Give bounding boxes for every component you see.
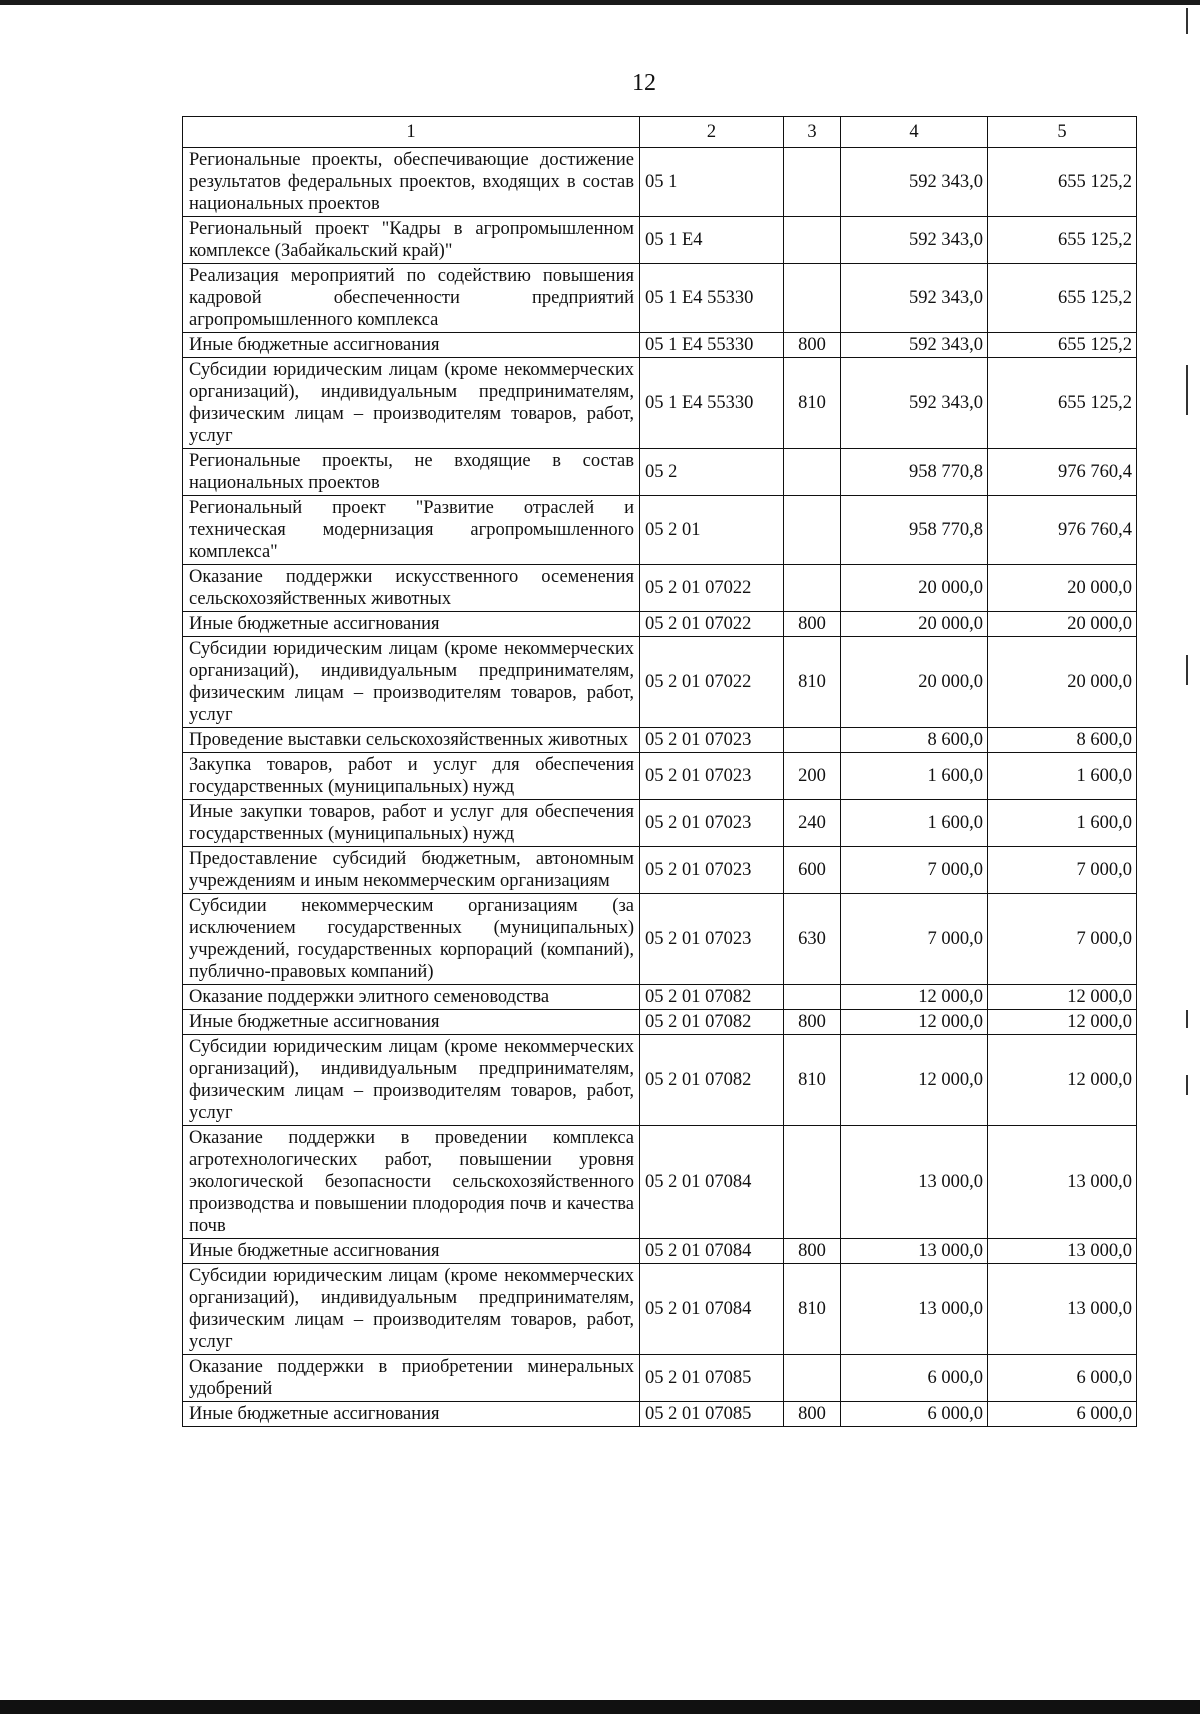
row-name-cell: Оказание поддержки в приобретении минеральных удобрений: [183, 1355, 640, 1402]
row-value-col5-cell: 20 000,0: [988, 637, 1137, 728]
row-value-col4-cell: 592 343,0: [841, 264, 988, 333]
header-col-1: 1: [183, 117, 640, 148]
row-code-cell: 05 2 01 07082: [640, 1035, 784, 1126]
row-code-cell: 05 1 E4 55330: [640, 264, 784, 333]
row-name-cell: Оказание поддержки в проведении комплекса агротехнологических работ, повышении уровня экологической безопасности сельскохозяйственного производства и повышении плодородия почв и качества почв: [183, 1126, 640, 1239]
row-type-cell: [784, 449, 841, 496]
row-name-cell: Иные закупки товаров, работ и услуг для обеспечения государственных (муниципальных) нужд: [183, 800, 640, 847]
row-code-cell: 05 1: [640, 148, 784, 217]
row-value-col5-cell: 12 000,0: [988, 985, 1137, 1010]
row-value-col5-cell: 976 760,4: [988, 496, 1137, 565]
row-value-col4-cell: 8 600,0: [841, 728, 988, 753]
table-row: [183, 496, 1137, 565]
row-name-cell: Субсидии юридическим лицам (кроме некоммерческих организаций), индивидуальным предпринимателям, физическим лицам – производителям товаров, работ, услуг: [183, 1264, 640, 1355]
row-name-cell: Оказание поддержки искусственного осеменения сельскохозяйственных животных: [183, 565, 640, 612]
table-row: [183, 264, 1137, 333]
row-value-col4-cell: 6 000,0: [841, 1402, 988, 1427]
scan-top-edge: [0, 0, 1200, 5]
row-code-cell: 05 2 01 07023: [640, 753, 784, 800]
row-code-cell: 05 2 01 07084: [640, 1264, 784, 1355]
row-type-cell: 810: [784, 637, 841, 728]
row-value-col4-cell: 958 770,8: [841, 496, 988, 565]
table-row: [183, 800, 1137, 847]
row-code-cell: 05 1 E4: [640, 217, 784, 264]
table-row: [183, 894, 1137, 985]
row-type-cell: [784, 985, 841, 1010]
row-value-col5-cell: 20 000,0: [988, 612, 1137, 637]
row-name-cell: Субсидии юридическим лицам (кроме некоммерческих организаций), индивидуальным предпринимателям, физическим лицам – производителям товаров, работ, услуг: [183, 358, 640, 449]
table-row: [183, 1126, 1137, 1239]
table-body: [183, 148, 1137, 1427]
table-row: [183, 565, 1137, 612]
row-value-col4-cell: 1 600,0: [841, 800, 988, 847]
row-name-cell: Иные бюджетные ассигнования: [183, 1239, 640, 1264]
table-row: [183, 985, 1137, 1010]
table-row: [183, 753, 1137, 800]
row-name-cell: Оказание поддержки элитного семеноводства: [183, 985, 640, 1010]
row-code-cell: 05 2 01 07082: [640, 1010, 784, 1035]
row-name-cell: Региональные проекты, обеспечивающие достижение результатов федеральных проектов, входящих в состав национальных проектов: [183, 148, 640, 217]
row-type-cell: [784, 1126, 841, 1239]
row-value-col4-cell: 13 000,0: [841, 1264, 988, 1355]
table-row: [183, 847, 1137, 894]
table-row: [183, 333, 1137, 358]
row-value-col5-cell: 6 000,0: [988, 1402, 1137, 1427]
row-name-cell: Иные бюджетные ассигнования: [183, 612, 640, 637]
row-code-cell: 05 2: [640, 449, 784, 496]
row-value-col5-cell: 7 000,0: [988, 894, 1137, 985]
row-code-cell: 05 1 E4 55330: [640, 358, 784, 449]
row-code-cell: 05 2 01 07085: [640, 1355, 784, 1402]
row-value-col4-cell: 12 000,0: [841, 1010, 988, 1035]
row-value-col5-cell: 655 125,2: [988, 333, 1137, 358]
row-type-cell: 200: [784, 753, 841, 800]
row-code-cell: 05 2 01 07084: [640, 1126, 784, 1239]
row-code-cell: 05 2 01 07023: [640, 728, 784, 753]
table-row: [183, 358, 1137, 449]
table-row: [183, 1402, 1137, 1427]
row-value-col4-cell: 13 000,0: [841, 1239, 988, 1264]
table-row: [183, 1355, 1137, 1402]
row-type-cell: 800: [784, 1239, 841, 1264]
row-name-cell: Предоставление субсидий бюджетным, автономным учреждениям и иным некоммерческим организациям: [183, 847, 640, 894]
row-value-col5-cell: 8 600,0: [988, 728, 1137, 753]
row-value-col5-cell: 976 760,4: [988, 449, 1137, 496]
row-code-cell: 05 2 01 07084: [640, 1239, 784, 1264]
row-type-cell: 810: [784, 1264, 841, 1355]
row-value-col4-cell: 20 000,0: [841, 612, 988, 637]
row-type-cell: [784, 1355, 841, 1402]
table-row: [183, 612, 1137, 637]
row-type-cell: 800: [784, 333, 841, 358]
table-row: [183, 148, 1137, 217]
row-value-col5-cell: 20 000,0: [988, 565, 1137, 612]
row-code-cell: 05 2 01: [640, 496, 784, 565]
row-name-cell: Проведение выставки сельскохозяйственных животных: [183, 728, 640, 753]
row-code-cell: 05 2 01 07082: [640, 985, 784, 1010]
scan-bottom-edge: [0, 1700, 1200, 1714]
row-type-cell: [784, 496, 841, 565]
row-type-cell: [784, 148, 841, 217]
row-value-col5-cell: 655 125,2: [988, 217, 1137, 264]
row-name-cell: Региональный проект "Развитие отраслей и техническая модернизация агропромышленного комплекса": [183, 496, 640, 565]
table-row: [183, 728, 1137, 753]
row-value-col5-cell: 13 000,0: [988, 1126, 1137, 1239]
row-value-col4-cell: 958 770,8: [841, 449, 988, 496]
table-row: [183, 1239, 1137, 1264]
header-col-4: 4: [841, 117, 988, 148]
row-value-col4-cell: 592 343,0: [841, 333, 988, 358]
row-value-col4-cell: 12 000,0: [841, 985, 988, 1010]
row-value-col5-cell: 655 125,2: [988, 264, 1137, 333]
row-value-col5-cell: 12 000,0: [988, 1010, 1137, 1035]
row-value-col5-cell: 13 000,0: [988, 1239, 1137, 1264]
row-value-col5-cell: 655 125,2: [988, 148, 1137, 217]
row-value-col4-cell: 7 000,0: [841, 894, 988, 985]
row-name-cell: Реализация мероприятий по содействию повышения кадровой обеспеченности предприятий агропромышленного комплекса: [183, 264, 640, 333]
row-type-cell: 600: [784, 847, 841, 894]
row-value-col5-cell: 6 000,0: [988, 1355, 1137, 1402]
row-name-cell: Субсидии юридическим лицам (кроме некоммерческих организаций), индивидуальным предпринимателям, физическим лицам – производителям товаров, работ, услуг: [183, 637, 640, 728]
row-name-cell: Иные бюджетные ассигнования: [183, 333, 640, 358]
row-value-col4-cell: 12 000,0: [841, 1035, 988, 1126]
row-name-cell: Региональные проекты, не входящие в состав национальных проектов: [183, 449, 640, 496]
row-type-cell: 810: [784, 358, 841, 449]
scan-edge-marks: [1178, 0, 1200, 1700]
row-value-col4-cell: 7 000,0: [841, 847, 988, 894]
row-type-cell: [784, 217, 841, 264]
row-value-col5-cell: 655 125,2: [988, 358, 1137, 449]
budget-table: [182, 116, 1137, 1427]
row-type-cell: 810: [784, 1035, 841, 1126]
row-value-col5-cell: 13 000,0: [988, 1264, 1137, 1355]
row-value-col4-cell: 20 000,0: [841, 637, 988, 728]
row-value-col5-cell: 1 600,0: [988, 753, 1137, 800]
row-code-cell: 05 2 01 07023: [640, 847, 784, 894]
row-type-cell: [784, 728, 841, 753]
header-col-5: 5: [988, 117, 1137, 148]
row-type-cell: [784, 565, 841, 612]
row-code-cell: 05 2 01 07022: [640, 612, 784, 637]
row-value-col5-cell: 7 000,0: [988, 847, 1137, 894]
budget-table-container: [182, 116, 1136, 1427]
header-col-2: 2: [640, 117, 784, 148]
row-code-cell: 05 1 E4 55330: [640, 333, 784, 358]
row-code-cell: 05 2 01 07023: [640, 894, 784, 985]
table-row: [183, 1010, 1137, 1035]
page-number: 12: [632, 70, 656, 96]
row-value-col4-cell: 20 000,0: [841, 565, 988, 612]
row-code-cell: 05 2 01 07022: [640, 565, 784, 612]
table-row: [183, 1035, 1137, 1126]
row-value-col4-cell: 592 343,0: [841, 358, 988, 449]
row-value-col4-cell: 1 600,0: [841, 753, 988, 800]
row-type-cell: 800: [784, 612, 841, 637]
table-header-row: [183, 117, 1137, 148]
row-name-cell: Региональный проект "Кадры в агропромышленном комплексе (Забайкальский край)": [183, 217, 640, 264]
row-code-cell: 05 2 01 07085: [640, 1402, 784, 1427]
row-value-col5-cell: 1 600,0: [988, 800, 1137, 847]
row-value-col5-cell: 12 000,0: [988, 1035, 1137, 1126]
table-row: [183, 1264, 1137, 1355]
table-row: [183, 217, 1137, 264]
row-type-cell: 630: [784, 894, 841, 985]
row-value-col4-cell: 13 000,0: [841, 1126, 988, 1239]
table-row: [183, 637, 1137, 728]
row-type-cell: 240: [784, 800, 841, 847]
row-name-cell: Субсидии некоммерческим организациям (за исключением государственных (муниципальных) учреждений, государственных корпораций (компаний), публично-правовых компаний): [183, 894, 640, 985]
row-code-cell: 05 2 01 07023: [640, 800, 784, 847]
row-value-col4-cell: 592 343,0: [841, 148, 988, 217]
row-name-cell: Закупка товаров, работ и услуг для обеспечения государственных (муниципальных) нужд: [183, 753, 640, 800]
row-type-cell: 800: [784, 1010, 841, 1035]
row-value-col4-cell: 592 343,0: [841, 217, 988, 264]
row-value-col4-cell: 6 000,0: [841, 1355, 988, 1402]
table-row: [183, 449, 1137, 496]
row-type-cell: [784, 264, 841, 333]
row-name-cell: Иные бюджетные ассигнования: [183, 1010, 640, 1035]
row-code-cell: 05 2 01 07022: [640, 637, 784, 728]
row-name-cell: Иные бюджетные ассигнования: [183, 1402, 640, 1427]
row-name-cell: Субсидии юридическим лицам (кроме некоммерческих организаций), индивидуальным предпринимателям, физическим лицам – производителям товаров, работ, услуг: [183, 1035, 640, 1126]
row-type-cell: 800: [784, 1402, 841, 1427]
header-col-3: 3: [784, 117, 841, 148]
